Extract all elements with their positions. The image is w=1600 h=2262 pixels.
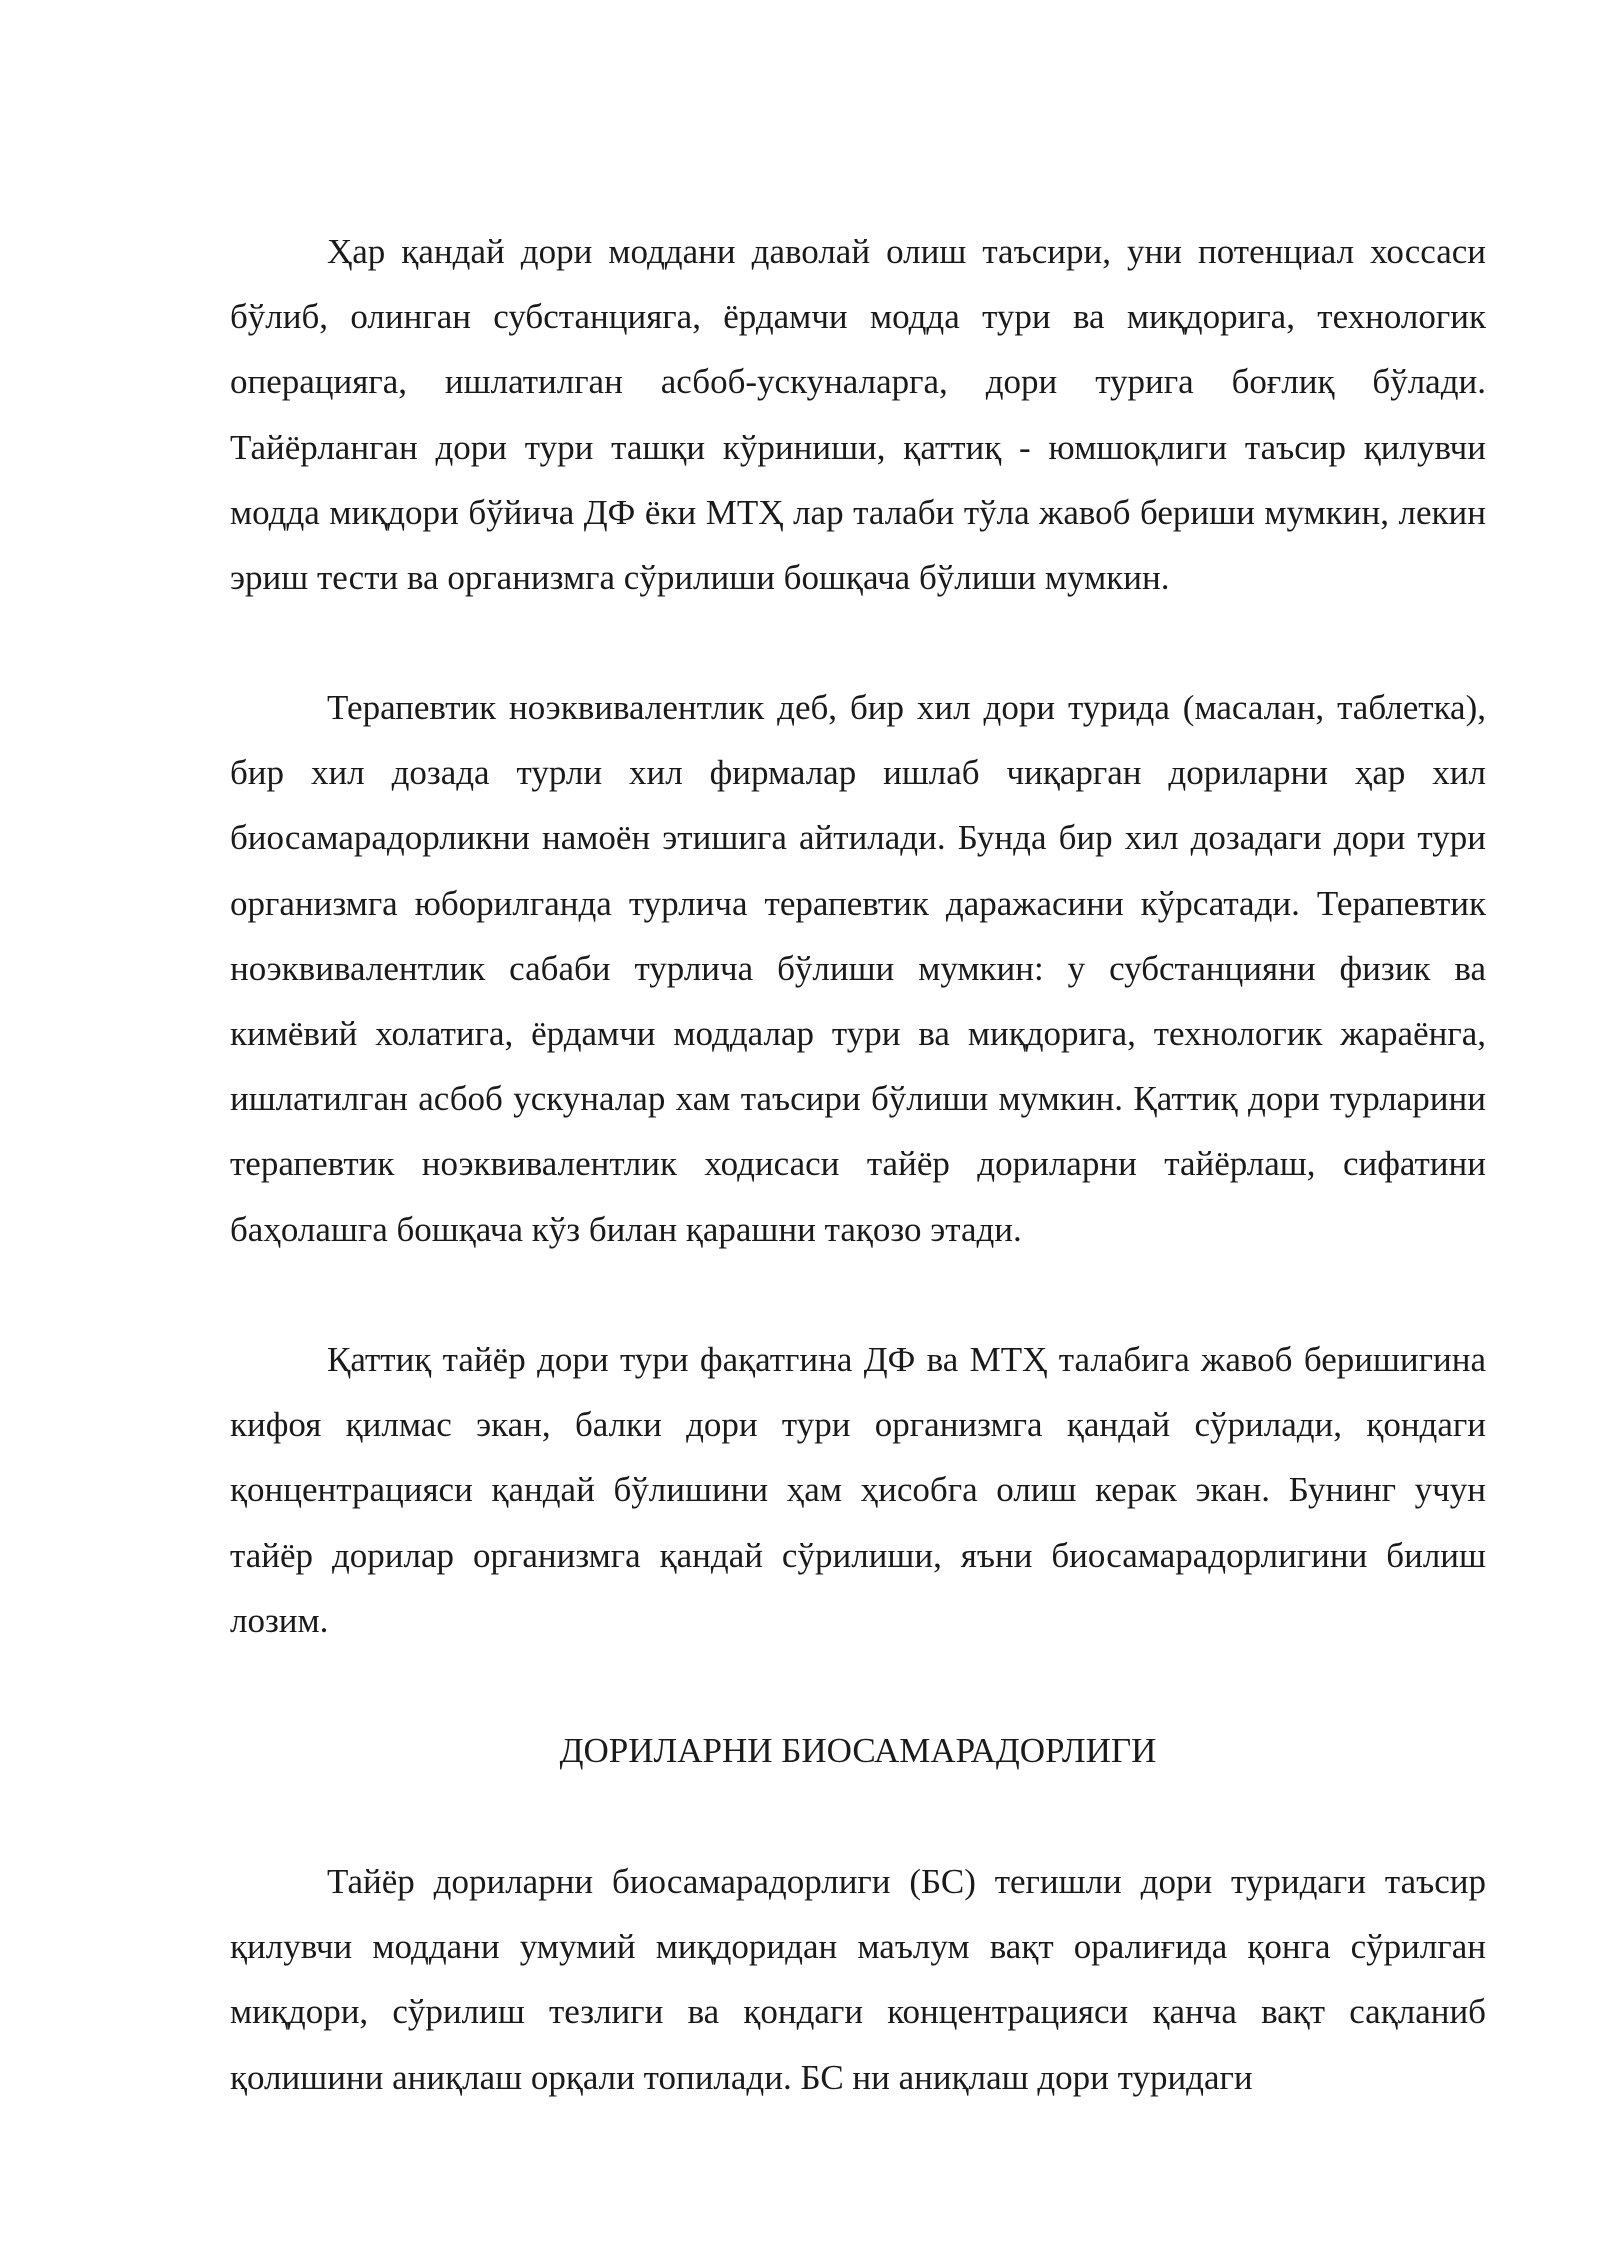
body-paragraph: Қаттиқ тайёр дори тури фақатгина ДФ ва МТҲ талабига жавоб беришигина кифоя қилмас экан, балки дори тури организмга қандай сўрилади, қондаги қонцентрацияси қандай бўлишини ҳам ҳисобга олиш керак экан. Бунинг учун тайёр дорилар организмга қандай сўрилиши, яъни биосамарадорлигини билиш лозим.: [230, 1340, 1486, 1640]
body-paragraph: Ҳар қандай дори моддани даволай олиш таъсири, уни потенциал хоссаси бўлиб, олинган субстанцияга, ёрдамчи модда тури ва миқдорига, технологик операцияга, ишлатилган асбоб-ускуналарга, дори турига боғлиқ бўлади. Тайёрланган дори тури ташқи кўриниши, қаттиқ - юмшоқлиги таъсир қилувчи модда миқдори бўйича ДФ ёки МТҲ лар талаби тўла жавоб бериши мумкин, лекин эриш тести ва организмга сўрилиши бошқача бўлиши мумкин.: [230, 232, 1486, 598]
section-heading: ДОРИЛАРНИ БИОСАМАРАДОРЛИГИ: [559, 1731, 1157, 1770]
body-paragraph: Тайёр дориларни биосамарадорлиги (БС) тегишли дори туридаги таъсир қилувчи моддани умумий миқдоридан маълум вақт оралиғида қонга сўрилган миқдори, сўрилиш тезлиги ва қондаги концентрацияси қанча вақт сақланиб қолишини аниқлаш орқали топилади. БС ни аниқлаш дори туридаги: [230, 1862, 1486, 2097]
body-paragraph: Терапевтик ноэквивалентлик деб, бир хил дори турида (масалан, таблетка), бир хил дозада турли хил фирмалар ишлаб чиқарган дориларни ҳар хил биосамарадорликни намоён этишига айтилади. Бунда бир хил дозадаги дори тури организмга юборилганда турлича терапевтик даражасини кўрсатади. Терапевтик ноэквивалентлик сабаби турлича бўлиши мумкин: у субстанцияни физик ва кимёвий холатига, ёрдамчи моддалар тури ва миқдорига, технологик жараёнга, ишлатилган асбоб ускуналар хам таъсири бўлиши мумкин. Қаттиқ дори турларини терапевтик ноэквивалентлик ходисаси тайёр дориларни тайёрлаш, сифатини баҳолашга бошқача кўз билан қарашни тақозо этади.: [230, 688, 1486, 1249]
